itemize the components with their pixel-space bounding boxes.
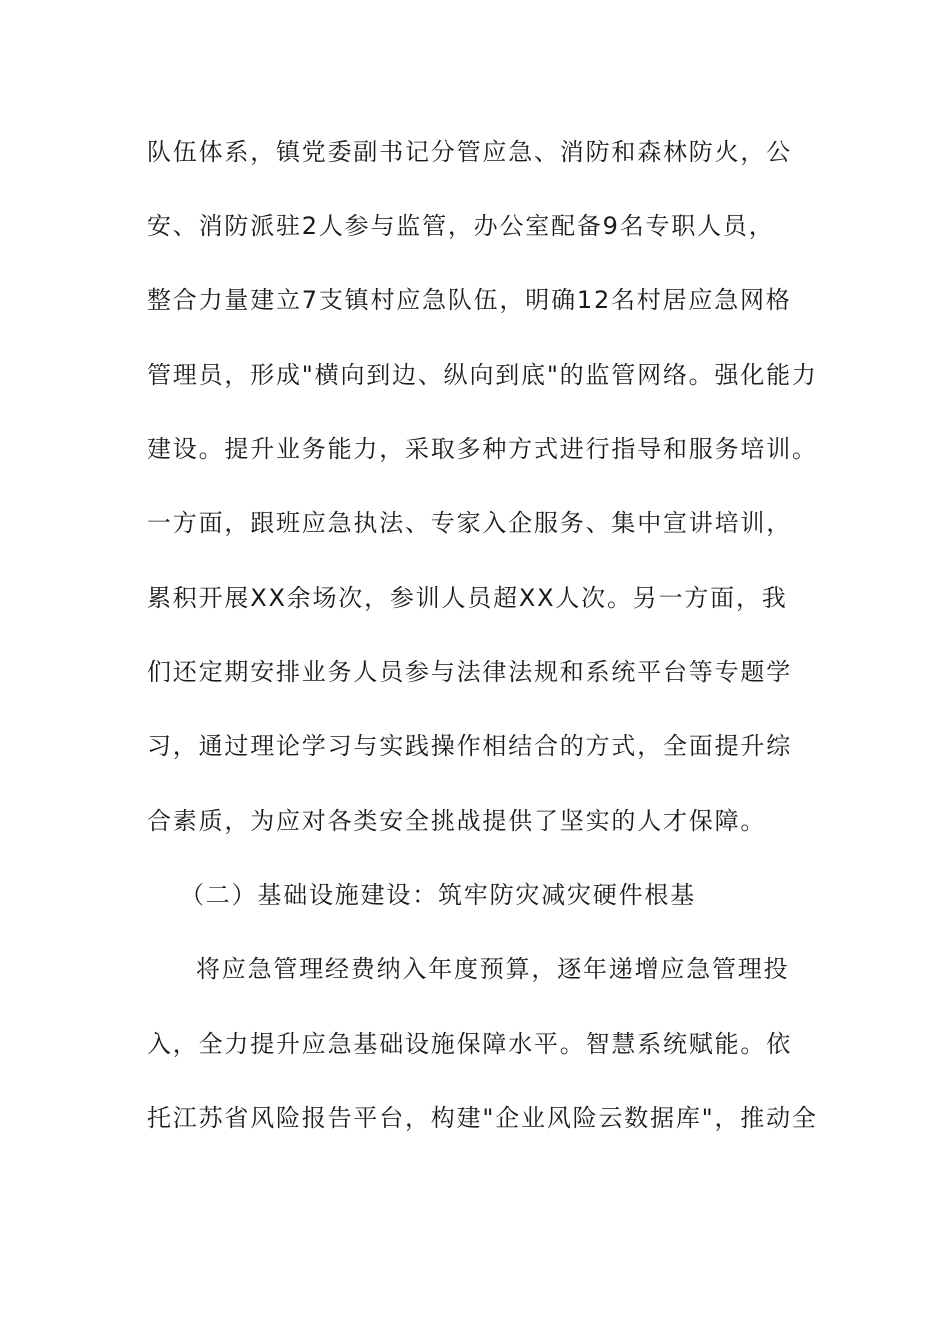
body-text-line: 们还定期安排业务人员参与法律法规和系统平台等专题学 (147, 658, 792, 686)
body-text-line: 一方面，跟班应急执法、专家入企服务、集中宣讲培训， (147, 509, 792, 537)
body-text-line: 习，通过理论学习与实践操作相结合的方式，全面提升综 (147, 732, 792, 760)
body-text-line: 合素质，为应对各类安全挑战提供了坚实的人才保障。 (147, 807, 767, 835)
body-text-line: 建设。提升业务能力，采取多种方式进行指导和服务培训。 (147, 435, 818, 463)
body-text-line: 托江苏省风险报告平台，构建"企业风险云数据库"，推动全 (147, 1104, 818, 1132)
body-text-line: 累积开展XX余场次，参训人员超XX人次。另一方面，我 (147, 584, 788, 612)
body-text-line: 安、消防派驻2人参与监管，办公室配备9名专职人员， (147, 212, 775, 240)
body-text-line: 将应急管理经费纳入年度预算，逐年递增应急管理投 (196, 955, 790, 983)
body-text-line: 队伍体系，镇党委副书记分管应急、消防和森林防火，公 (147, 138, 792, 166)
body-text-line: 入，全力提升应急基础设施保障水平。智慧系统赋能。依 (147, 1030, 792, 1058)
section-heading: （二）基础设施建设：筑牢防灾减灾硬件根基 (180, 881, 696, 909)
body-text-line: 整合力量建立7支镇村应急队伍，明确12名村居应急网格 (147, 286, 792, 314)
body-text-line: 管理员，形成"横向到边、纵向到底"的监管网络。强化能力 (147, 361, 818, 389)
